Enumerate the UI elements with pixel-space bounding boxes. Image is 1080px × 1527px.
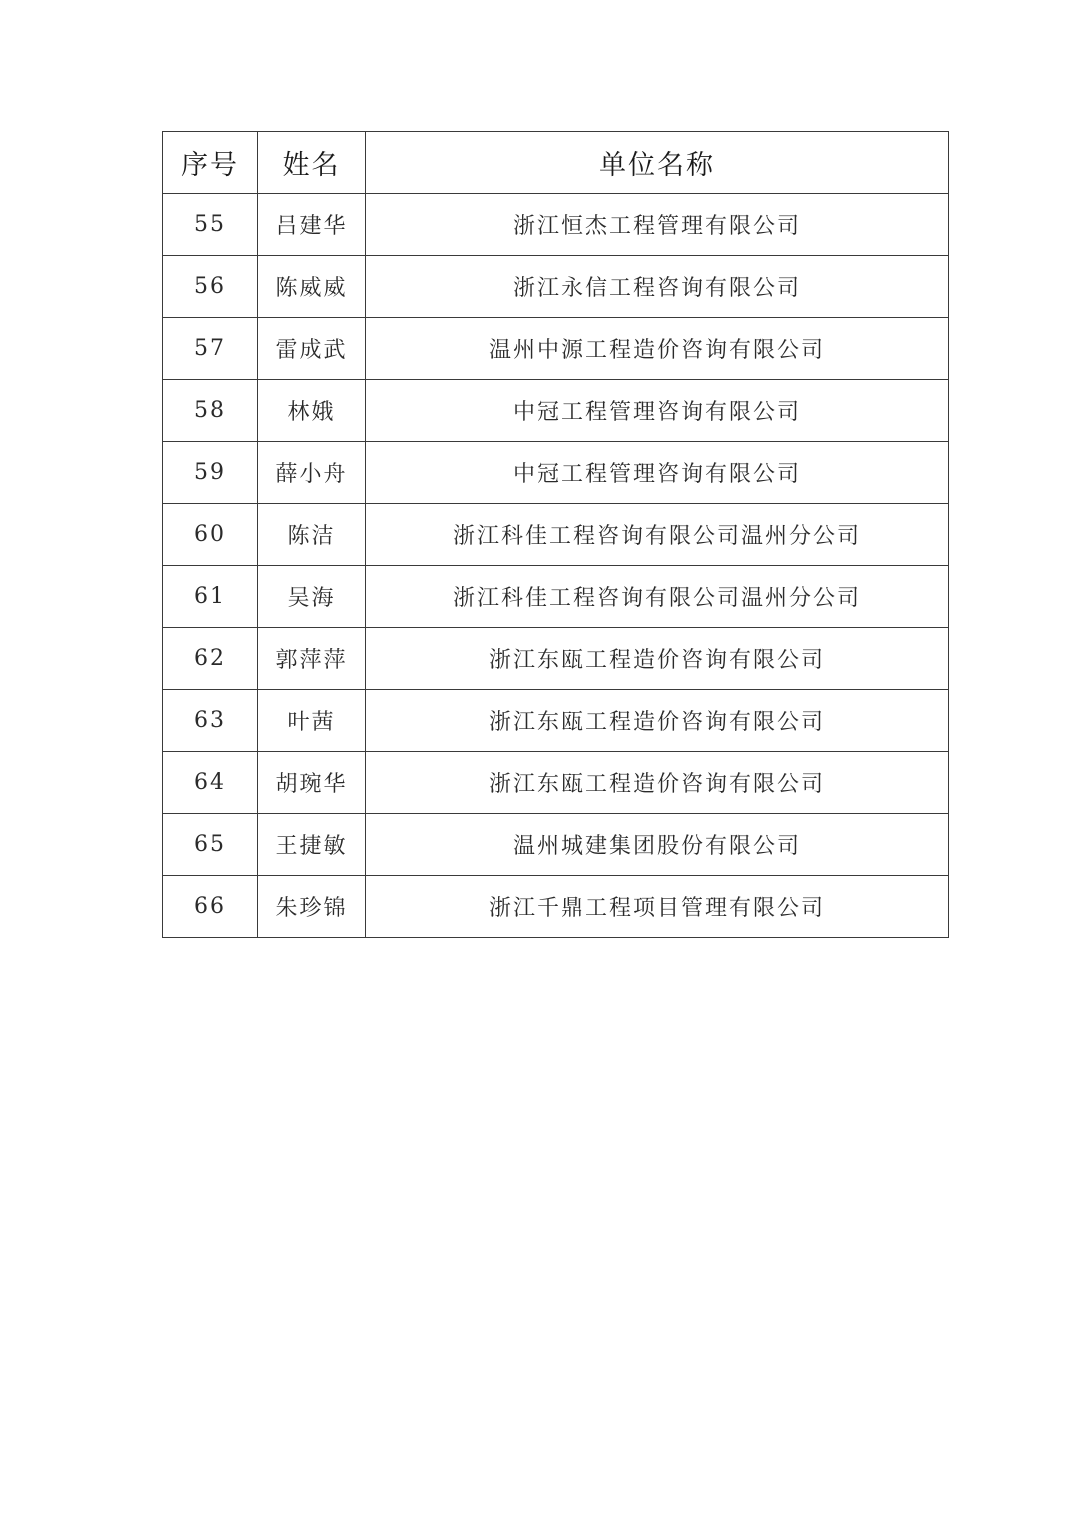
cell-unit: 浙江恒杰工程管理有限公司 xyxy=(366,194,949,256)
cell-unit: 浙江科佳工程咨询有限公司温州分公司 xyxy=(366,504,949,566)
cell-unit: 中冠工程管理咨询有限公司 xyxy=(366,442,949,504)
cell-seq: 60 xyxy=(163,504,258,566)
table-row xyxy=(163,690,949,752)
table-row xyxy=(163,566,949,628)
table-row xyxy=(163,752,949,814)
table-row xyxy=(163,442,949,504)
cell-seq: 66 xyxy=(163,876,258,938)
cell-name: 胡琬华 xyxy=(258,752,366,814)
cell-unit: 浙江永信工程咨询有限公司 xyxy=(366,256,949,318)
cell-seq: 63 xyxy=(163,690,258,752)
cell-seq: 64 xyxy=(163,752,258,814)
table-row xyxy=(163,814,949,876)
cell-name: 吕建华 xyxy=(258,194,366,256)
cell-name: 林娥 xyxy=(258,380,366,442)
table-body xyxy=(163,194,949,938)
cell-seq: 58 xyxy=(163,380,258,442)
header-row xyxy=(163,132,949,194)
cell-name: 郭萍萍 xyxy=(258,628,366,690)
cell-unit: 温州中源工程造价咨询有限公司 xyxy=(366,318,949,380)
cell-seq: 65 xyxy=(163,814,258,876)
table-row xyxy=(163,256,949,318)
table-row xyxy=(163,628,949,690)
roster-table xyxy=(162,131,949,938)
cell-name: 朱珍锦 xyxy=(258,876,366,938)
header-seq: 序号 xyxy=(163,132,258,194)
cell-unit: 中冠工程管理咨询有限公司 xyxy=(366,380,949,442)
cell-unit: 浙江东瓯工程造价咨询有限公司 xyxy=(366,628,949,690)
cell-unit: 浙江东瓯工程造价咨询有限公司 xyxy=(366,752,949,814)
cell-name: 陈洁 xyxy=(258,504,366,566)
cell-seq: 57 xyxy=(163,318,258,380)
cell-unit: 温州城建集团股份有限公司 xyxy=(366,814,949,876)
cell-seq: 62 xyxy=(163,628,258,690)
cell-name: 陈威威 xyxy=(258,256,366,318)
table-row xyxy=(163,194,949,256)
cell-unit: 浙江科佳工程咨询有限公司温州分公司 xyxy=(366,566,949,628)
cell-seq: 59 xyxy=(163,442,258,504)
cell-seq: 56 xyxy=(163,256,258,318)
table-row xyxy=(163,876,949,938)
cell-name: 叶茜 xyxy=(258,690,366,752)
table-row xyxy=(163,380,949,442)
header-unit: 单位名称 xyxy=(366,132,949,194)
cell-name: 王捷敏 xyxy=(258,814,366,876)
cell-unit: 浙江东瓯工程造价咨询有限公司 xyxy=(366,690,949,752)
cell-unit: 浙江千鼎工程项目管理有限公司 xyxy=(366,876,949,938)
table-row xyxy=(163,318,949,380)
cell-seq: 61 xyxy=(163,566,258,628)
cell-name: 雷成武 xyxy=(258,318,366,380)
table-row xyxy=(163,504,949,566)
table-header xyxy=(163,132,949,194)
cell-name: 吴海 xyxy=(258,566,366,628)
cell-seq: 55 xyxy=(163,194,258,256)
header-name: 姓名 xyxy=(258,132,366,194)
cell-name: 薛小舟 xyxy=(258,442,366,504)
